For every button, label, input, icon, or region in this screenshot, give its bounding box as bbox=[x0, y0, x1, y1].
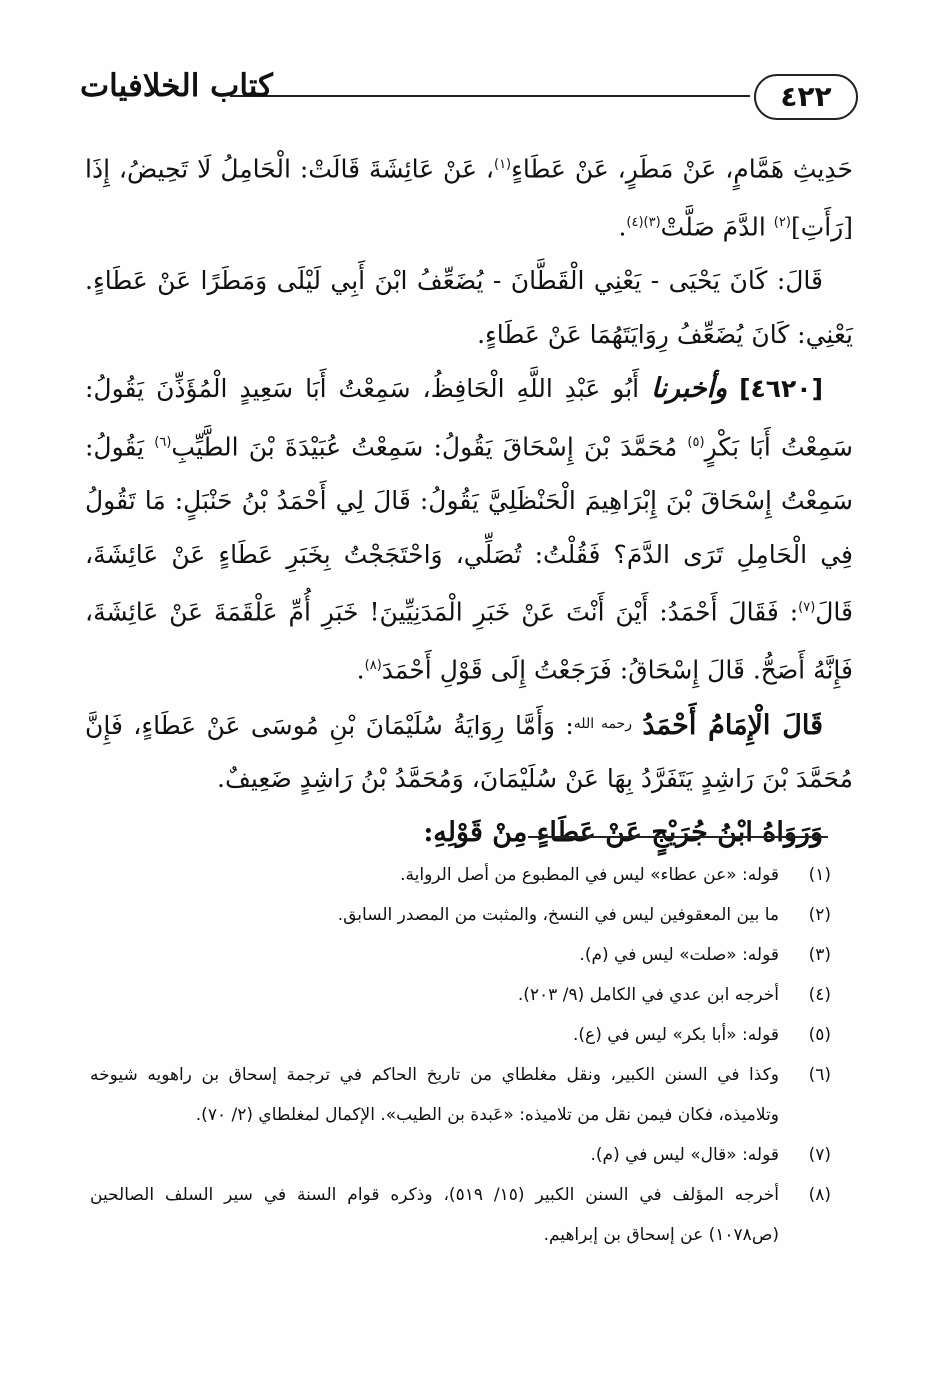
footnote: (٨) أخرجه المؤلف في السنن الكبير (١٥/ ٥١٩)، وذكره قوام السنة في سير السلف الصالحين (ص١٠٧٨) عن إسحاق بن إبراهيم. bbox=[90, 1185, 831, 1245]
footnote-ref-6: (٦) bbox=[154, 434, 172, 450]
footnote-ref-3-4: (٣)(٤) bbox=[626, 215, 661, 231]
footnote: (٢) ما بين المعقوفين ليس في النسخ، والمثبت من المصدر السابق. bbox=[337, 905, 831, 925]
footnote: (١) قوله: «عن عطاء» ليس في المطبوع من أصل الرواية. bbox=[400, 865, 831, 885]
footnote: (٥) قوله: «أبا بكر» ليس في (ع). bbox=[573, 1025, 831, 1045]
footnotes bbox=[90, 855, 831, 1255]
footnote: (٦) وكذا في السنن الكبير، ونقل مغلطاي من تاريخ الحاكم في ترجمة إسحاق بن راهويه شيوخه وتلاميذه، فكان فيمن نقل من تلاميذه: «عَبدة بن الطيب». الإكمال لمغلطاي (٢/ ٧٠). bbox=[90, 1065, 831, 1125]
footnote-ref-2: (٢) bbox=[773, 215, 791, 231]
paragraph-4: قَالَ الْإِمَامُ أَحْمَدُ $^{رحمه الله}$: وَأَمَّا رِوَايَةُ سُلَيْمَانَ بْنِ مُوسَى عَنْ عَطَاءٍ، فَإِنَّ مُحَمَّدَ بْنَ رَاشِدٍ يَتَفَرَّدُ بِهَا عَنْ سُلَيْمَانَ، وَمُحَمَّدُ بْنُ رَاشِدٍ ضَعِيفٌ. bbox=[85, 709, 853, 794]
page-header bbox=[80, 62, 858, 122]
paragraph-2: قَالَ: كَانَ يَحْيَى - يَعْنِي الْقَطَّانَ - يُضَعِّفُ ابْنَ أَبِي لَيْلَى وَمَطَرًا عَنْ عَطَاءٍ. يَعْنِي: كَانَ يُضَعِّفُ رِوَايَتَهُمَا عَنْ عَطَاءٍ. bbox=[85, 266, 853, 350]
hadith-number: [٤٦٢٠] bbox=[739, 373, 824, 403]
footnote-ref-7: (٧) bbox=[798, 600, 816, 616]
paragraph-1: حَدِيثِ هَمَّامٍ، عَنْ مَطَرٍ، عَنْ عَطَاءٍ$^{(١)}$، عَنْ عَائِشَةَ قَالَتْ: الْحَامِلُ لَا تَحِيضُ، إِذَا [رَأَتِ]$^{(٢)}$ الدَّمَ صَلَّتْ$^{(٣)(٤)}$. bbox=[85, 154, 853, 242]
footnote-ref-5: (٥) bbox=[687, 434, 705, 450]
header-rule bbox=[230, 95, 750, 97]
footnote-separator bbox=[528, 836, 828, 838]
book-title: كتاب الخلافيات bbox=[80, 68, 273, 104]
footnote: (٧) قوله: «قال» ليس في (م). bbox=[590, 1145, 831, 1165]
imam-heading: قَالَ الْإِمَامُ أَحْمَدُ bbox=[642, 709, 823, 741]
honorific-mark: رحمه الله bbox=[573, 715, 632, 732]
footnote-ref-8: (٨) bbox=[364, 658, 382, 674]
paragraph-3: [٤٦٢٠] وأخبرنا أَبُو عَبْدِ اللَّهِ الْحَافِظُ، سَمِعْتُ أَبَا سَعِيدٍ الْمُؤَذِّنَ يَقُولُ: سَمِعْتُ أَبَا بَكْرٍ$^{(٥)}$ مُحَمَّدَ بْنَ إِسْحَاقَ يَقُولُ: سَمِعْتُ عُبَيْدَةَ بْنَ الطَّيِّبِ$^{(٦)}$ يَقُولُ: سَمِعْتُ إِسْحَاقَ بْنَ إِبْرَاهِيمَ الْحَنْظَلِيَّ يَقُولُ: قَالَ لِي أَحْمَدُ بْنُ حَنْبَلٍ: مَا تَقُولُ فِي الْحَامِلِ تَرَى الدَّمَ؟ فَقُلْتُ: تُصَلِّي، وَاحْتَجَجْتُ بِخَبَرِ عَطَاءٍ عَنْ عَائِشَةَ، قَالَ$^{(٧)}$: فَقَالَ أَحْمَدُ: أَيْنَ أَنْتَ عَنْ خَبَرِ الْمَدَنِيِّينَ! خَبَرِ أُمِّ عَلْقَمَةَ عَنْ عَائِشَةَ، فَإِنَّهُ أَصَحُّ. قَالَ إِسْحَاقُ: فَرَجَعْتُ إِلَى قَوْلِ أَحْمَدَ$^{(٨)}$. bbox=[85, 372, 853, 685]
sub-heading: وَرَوَاهُ ابْنُ جُرَيْجٍ عَنْ عَطَاءٍ مِنْ قَوْلِهِ: bbox=[423, 817, 823, 849]
page-number: ٤٢٢ bbox=[754, 74, 858, 120]
akhbarana-label: وأخبرنا bbox=[651, 372, 728, 404]
main-text bbox=[85, 138, 853, 860]
footnote: (٤) أخرجه ابن عدي في الكامل (٩/ ٢٠٣). bbox=[517, 985, 831, 1005]
footnote: (٣) قوله: «صلت» ليس في (م). bbox=[579, 945, 831, 965]
footnote-ref-1: (١) bbox=[493, 157, 512, 172]
